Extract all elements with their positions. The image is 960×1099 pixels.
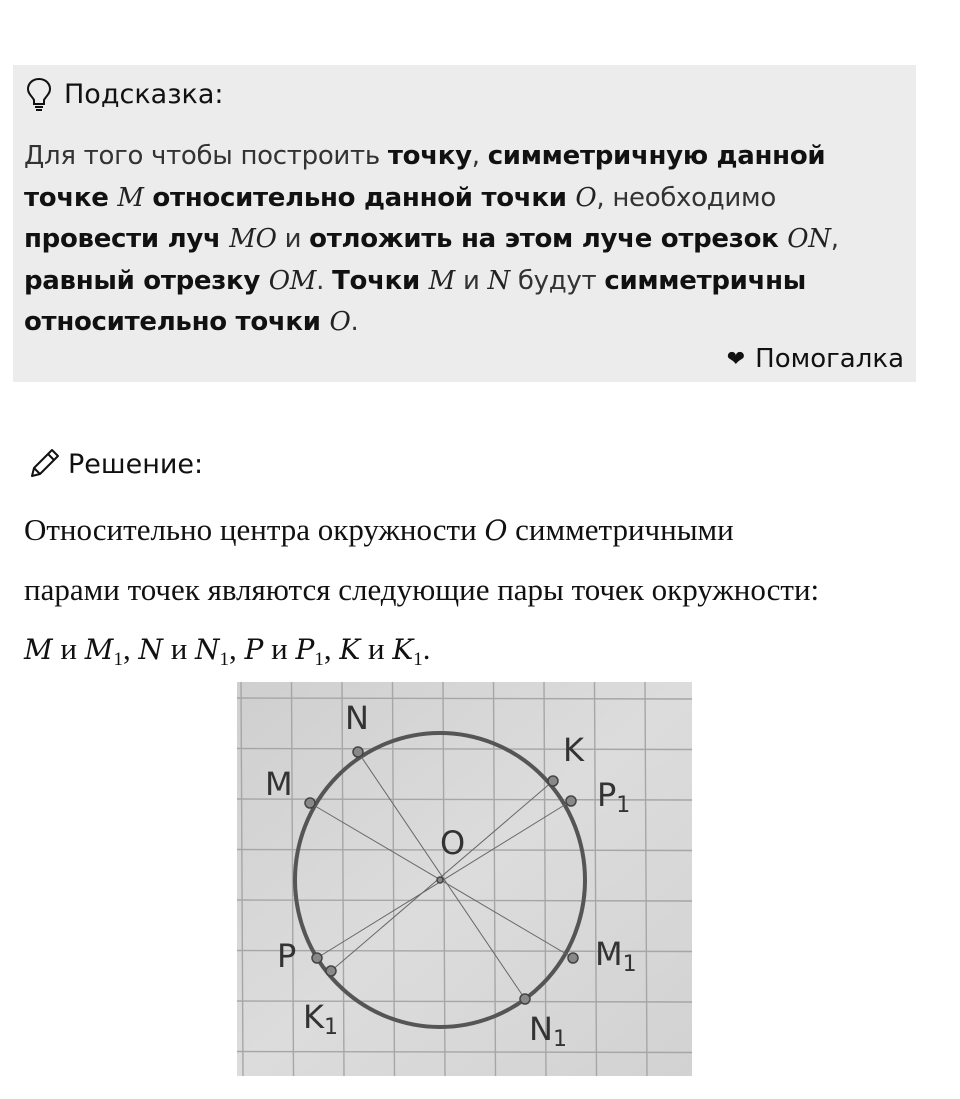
solution-pairs: M и $M_1$, N и $N_1$, P и $P_1$, K и $K_1$. [24, 631, 431, 670]
hint-segment: Точки [332, 265, 429, 296]
pair-point: P [244, 633, 264, 666]
pair-conj: и [162, 631, 196, 666]
solution-text [24, 500, 924, 679]
credit [727, 344, 904, 374]
point-o [437, 877, 443, 883]
point-n1 [520, 994, 530, 1004]
hint-segment: симметричны относительно точки [24, 265, 807, 337]
hint-segment: O [329, 307, 351, 337]
hint-segment: симметричную данной точке [24, 141, 826, 213]
pair-conj: и [263, 631, 296, 666]
pencil-icon [26, 446, 62, 482]
pair-sub: 1 [113, 649, 123, 670]
pair-point: M [24, 633, 53, 666]
hint-segment: отложить на этом луче отрезок [309, 224, 788, 254]
hint-segment: , [830, 224, 839, 254]
hint-segment: , [471, 141, 488, 171]
hint-segment: Для того чтобы построить [24, 141, 388, 171]
hint-title: Подсказка: [64, 78, 224, 110]
hint-segment: N [487, 265, 510, 296]
hint-segment: MO [229, 224, 277, 254]
hint-header [24, 76, 224, 112]
hint-segment: . [316, 265, 333, 296]
label-k: K [563, 731, 584, 769]
pair-point: K [392, 633, 414, 666]
pair-point: N [138, 633, 163, 666]
hint-segment: и [454, 265, 488, 296]
credit-label: Помогалка [755, 344, 904, 374]
label-m: M [265, 765, 293, 803]
point-n [353, 747, 363, 757]
hint-segment: равный отрезку [24, 265, 269, 296]
label-k1: K1 [303, 998, 338, 1040]
hint-segment: OM [268, 265, 317, 296]
point-p [312, 953, 322, 963]
circle-diagram [237, 682, 692, 1076]
hint-segment: провести луч [24, 224, 230, 254]
hint-segment: M [117, 182, 144, 213]
center-label: O [484, 514, 508, 547]
label-m1: M1 [595, 935, 637, 977]
hint-segment: . [350, 307, 359, 337]
pair-sub: 1 [314, 649, 324, 670]
label-p1: P1 [597, 776, 631, 818]
hint-segment: будут [509, 265, 605, 296]
solution-header [26, 444, 203, 484]
hint-segment: , необходимо [596, 182, 776, 213]
pair-sub: 1 [219, 649, 230, 670]
pair-conj: и [52, 631, 85, 666]
hint-segment: и [276, 224, 310, 254]
point-p1 [566, 796, 576, 806]
solution-title: Решение: [68, 448, 204, 480]
pair-point: M [84, 633, 114, 666]
hint-text [24, 136, 904, 344]
circle-figure [237, 682, 692, 1076]
pair-sub: 1 [413, 649, 423, 670]
label-p: P [277, 937, 297, 975]
label-o: O [440, 824, 466, 862]
solution-line-1: Относительно центра окружности O симметричными [24, 512, 734, 547]
hint-segment: O [575, 182, 597, 213]
point-k1 [326, 966, 336, 976]
pair-conj: и [360, 631, 393, 666]
point-m [305, 798, 315, 808]
hint-segment: ON [787, 224, 831, 254]
hint-segment: M [428, 265, 455, 296]
hint-segment: относительно данной точки [143, 182, 576, 213]
heart-icon: ❤ [726, 346, 746, 372]
solution-line-2: парами точек являются следующие пары точек окружности: [24, 572, 820, 607]
point-m1 [568, 953, 578, 963]
label-n1: N1 [529, 1010, 567, 1052]
hint-segment: точку [387, 141, 472, 171]
pair-point: P [295, 633, 315, 666]
point-k [548, 776, 558, 786]
pair-point: K [339, 633, 361, 666]
pair-point: N [195, 633, 220, 666]
lightbulb-icon [24, 76, 54, 112]
label-n: N [345, 699, 369, 737]
